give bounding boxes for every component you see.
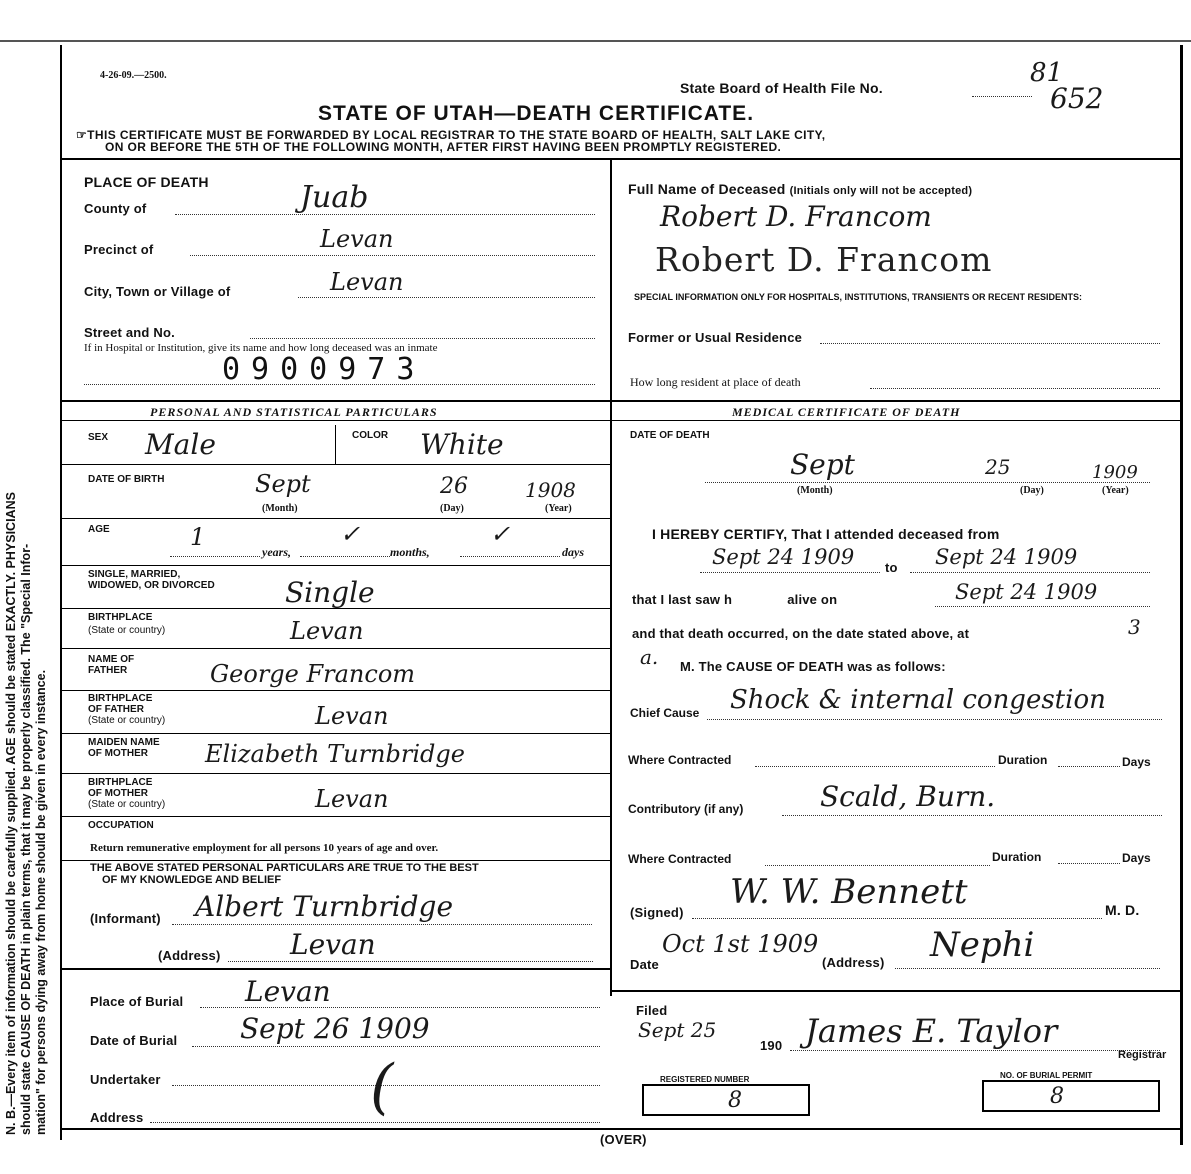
instruction-line-2: ON OR BEFORE THE 5TH OF THE FOLLOWING MONTH, AFTER FIRST HAVING BEEN PROMPTLY REGISTERED. [105, 140, 782, 154]
right-border [1180, 45, 1183, 1145]
to-label: to [885, 560, 898, 575]
dob-month: Sept [255, 470, 311, 498]
cert-date-value: Oct 1st 1909 [662, 930, 819, 958]
cert-address-label: (Address) [822, 955, 885, 970]
precinct-label: Precinct of [84, 242, 154, 257]
personal-heading: PERSONAL AND STATISTICAL PARTICULARS [150, 405, 438, 419]
file-label: State Board of Health File No. [680, 80, 883, 96]
dob-year-caption: (Year) [545, 503, 572, 514]
contributory-label: Contributory (if any) [628, 802, 744, 816]
cause-line: M. The CAUSE OF DEATH was as follows: [680, 659, 946, 674]
father-bp-label-2: OF FATHER [88, 704, 144, 715]
age-days-value: ✓ [490, 520, 511, 548]
registrar-label: Registrar [1118, 1049, 1167, 1061]
dod-year-caption: (Year) [1102, 485, 1129, 496]
birthplace-value: Levan [290, 617, 364, 645]
burial-permit-box [982, 1080, 1160, 1112]
registrar-value: James E. Taylor [805, 1012, 1058, 1050]
lastsaw-label [632, 592, 837, 607]
certify-line: I HEREBY CERTIFY, That I attended deceased from [652, 526, 1000, 542]
street-label: Street and No. [84, 325, 175, 340]
informant-address-label: (Address) [158, 948, 221, 963]
sex-value: Male [145, 428, 216, 461]
duration-2-days-label: Days [1122, 851, 1151, 865]
age-label: AGE [88, 524, 110, 535]
lastsaw-text: that I last saw h [632, 592, 733, 607]
father-bp-label-3: (State or country) [88, 715, 166, 726]
informant-label: (Informant) [90, 911, 161, 926]
age-months-value: ✓ [340, 520, 361, 548]
burial-date-label: Date of Burial [90, 1033, 178, 1048]
undertaker-address-label: Address [90, 1110, 144, 1125]
city-label: City, Town or Village of [84, 284, 231, 299]
attest-line-1: THE ABOVE STATED PERSONAL PARTICULARS ARE TRUE TO THE BEST [90, 862, 479, 874]
burial-date-value: Sept 26 1909 [240, 1012, 430, 1045]
page-title: STATE OF UTAH—DEATH CERTIFICATE. [318, 102, 755, 125]
mother-bp-label-1: BIRTHPLACE [88, 777, 153, 788]
father-label-2: FATHER [88, 665, 128, 676]
color-value: White [420, 428, 504, 461]
chief-cause-value: Shock & internal congestion [730, 685, 1106, 715]
ampm-value: a. [640, 645, 659, 669]
marital-value: Single [285, 576, 375, 609]
mother-label-2: OF MOTHER [88, 748, 148, 759]
age-years-value: 1 [190, 523, 206, 551]
years-label: years, [262, 545, 291, 559]
lastsaw-value: Sept 24 1909 [955, 580, 1098, 604]
special-info: SPECIAL INFORMATION ONLY FOR HOSPITALS, INSTITUTIONS, TRANSIENTS OR RECENT RESIDENTS: [634, 292, 1083, 302]
color-label: COLOR [352, 430, 389, 441]
signed-label: (Signed) [630, 905, 684, 920]
occupation-label: OCCUPATION [88, 820, 154, 831]
stamp-number: 0900973 [222, 352, 426, 387]
city-value: Levan [330, 268, 404, 296]
mother-value: Elizabeth Turnbridge [205, 740, 465, 768]
occurred-label: and that death occurred, on the date stated above, at [632, 626, 970, 641]
occupation-note: Return remunerative employment for all persons 10 years of age and over. [90, 842, 439, 854]
filed-year-label: 190 [760, 1038, 783, 1053]
dob-day: 26 [440, 474, 468, 499]
burial-permit-value: 8 [1050, 1084, 1064, 1109]
bottom-border [60, 1128, 1181, 1130]
undertaker-label: Undertaker [90, 1072, 161, 1087]
dob-month-caption: (Month) [262, 503, 298, 514]
signed-value: W. W. Bennett [730, 872, 968, 912]
resident-label: How long resident at place of death [630, 375, 801, 389]
mother-bp-label-3: (State or country) [88, 799, 166, 810]
deceased-name-printed: Robert D. Francom [655, 240, 993, 279]
burial-place-label: Place of Burial [90, 994, 184, 1009]
top-rule [0, 40, 1191, 42]
form-code: 4-26-09.—2500. [100, 70, 167, 81]
cert-date-label: Date [630, 957, 659, 972]
deceased-label-note: (Initials only will not be accepted) [789, 185, 973, 197]
county-label: County of [84, 201, 147, 216]
attest-line-2: OF MY KNOWLEDGE AND BELIEF [102, 874, 282, 886]
from-date: Sept 24 1909 [712, 545, 855, 569]
reg-number-value: 8 [728, 1088, 742, 1113]
occurred-hour: 3 [1128, 615, 1141, 639]
where-contracted-label: Where Contracted [628, 753, 732, 767]
marital-label-2: WIDOWED, OR DIVORCED [88, 580, 215, 591]
place-heading: PLACE OF DEATH [84, 174, 209, 190]
over-label: (OVER) [600, 1132, 647, 1147]
residence-label: Former or Usual Residence [628, 330, 803, 345]
father-bp-value: Levan [315, 702, 389, 730]
hospital-note: If in Hospital or Institution, give its name and how long deceased was an inmate [84, 342, 438, 354]
file-number-b: 652 [1050, 82, 1104, 115]
chief-cause-label: Chief Cause [630, 706, 700, 720]
informant-value: Albert Turnbridge [195, 890, 454, 923]
duration-days-label: Days [1122, 755, 1151, 769]
filed-label: Filed [636, 1003, 668, 1018]
duration-2-label: Duration [992, 850, 1042, 864]
mother-bp-value: Levan [315, 785, 389, 813]
days-label: days [562, 545, 584, 559]
reg-number-label: REGISTERED NUMBER [660, 1075, 750, 1084]
filed-value: Sept 25 [638, 1018, 717, 1042]
sex-label: SEX [88, 432, 109, 443]
where-contracted-2-label: Where Contracted [628, 852, 732, 866]
dod-label: DATE OF DEATH [630, 430, 710, 441]
months-label: months, [390, 545, 430, 559]
father-bp-label-1: BIRTHPLACE [88, 693, 153, 704]
dod-day-caption: (Day) [1020, 485, 1044, 496]
deceased-label-text: Full Name of Deceased [628, 181, 786, 197]
instruction-line-1: ☞THIS CERTIFICATE MUST BE FORWARDED BY LOCAL REGISTRAR TO THE STATE BOARD OF HEALTH, SALT LAKE CITY, [76, 128, 826, 142]
dod-month-caption: (Month) [797, 485, 833, 496]
medical-heading: MEDICAL CERTIFICATE OF DEATH [732, 405, 961, 419]
side-note-line-1: N. B.—Every item of information should be carefully supplied. AGE should be stated EXACTLY. PHYSICIANS [4, 492, 18, 1135]
mother-bp-label-2: OF MOTHER [88, 788, 148, 799]
father-label-1: NAME OF [88, 654, 135, 665]
side-note [4, 75, 49, 1135]
dod-day: 25 [985, 455, 1011, 479]
birthplace-label-2: (State or country) [88, 625, 166, 636]
precinct-value: Levan [320, 225, 394, 253]
dob-day-caption: (Day) [440, 503, 464, 514]
dod-year: 1909 [1092, 462, 1138, 483]
informant-address-value: Levan [290, 928, 376, 961]
reg-number-box [642, 1084, 810, 1116]
dod-month: Sept [790, 448, 855, 481]
side-note-line-3: mation" for persons dying away from home should be given in every instance. [34, 669, 48, 1135]
deceased-name-handwritten: Robert D. Francom [660, 200, 932, 233]
marital-label-1: SINGLE, MARRIED, [88, 569, 181, 580]
duration-label: Duration [998, 753, 1048, 767]
dob-year: 1908 [525, 478, 576, 502]
birthplace-label-1: BIRTHPLACE [88, 612, 153, 623]
center-divider [610, 160, 612, 996]
burial-place-value: Levan [245, 975, 331, 1008]
cert-address-value: Nephi [930, 925, 1035, 965]
dob-label: DATE OF BIRTH [88, 474, 165, 485]
side-note-line-2: should state CAUSE OF DEATH in plain terms, that it may be properly classified. The "Special Infor- [19, 543, 33, 1135]
burial-permit-label: NO. OF BURIAL PERMIT [1000, 1071, 1093, 1080]
lastsaw-suffix: alive on [787, 592, 838, 607]
deceased-name-label [628, 181, 972, 197]
mother-label-1: MAIDEN NAME [88, 737, 160, 748]
undertaker-value: ( [370, 1052, 394, 1122]
file-number-a: 81 [1030, 58, 1064, 88]
county-value: Juab [300, 180, 369, 215]
left-border [60, 45, 62, 1140]
md-label: M. D. [1105, 902, 1140, 918]
to-date: Sept 24 1909 [935, 545, 1078, 569]
contributory-value: Scald, Burn. [820, 780, 996, 813]
father-value: George Francom [210, 660, 416, 688]
